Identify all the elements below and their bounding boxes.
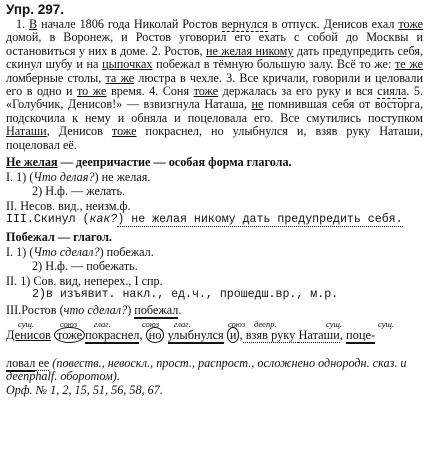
analysis-block-pobezhal: [6, 230, 423, 318]
text-fragment: домой, в Воронеж, и Ростов уговорил его ехать с собой до Москвы и остановиться у них в доме. 2. Ростов,: [6, 30, 423, 58]
annotation: глаг.: [94, 318, 111, 329]
comma: ,: [239, 327, 243, 342]
text-fragment: побежал в тёмную большую залу. Всё то же:: [152, 57, 395, 72]
text-fragment: ломберные столы,: [6, 70, 106, 85]
predicate: покраснел: [85, 327, 140, 342]
text-fragment: тоже: [193, 84, 219, 99]
annotation: сущ.: [326, 318, 343, 329]
line-text: III.Скинул (: [6, 213, 90, 227]
line-text: .: [178, 303, 182, 317]
text-fragment: . 5. «Голубчик, Денисов!» — взвизгнула Наташа,: [6, 84, 423, 112]
predicate: ловал: [6, 355, 36, 370]
conjunction: но: [146, 327, 165, 343]
text-fragment: то же: [77, 84, 107, 99]
text-fragment: цыпочках: [102, 57, 153, 72]
line-text: 1) (: [13, 169, 34, 184]
object: ее: [35, 355, 50, 370]
annotation: союз: [228, 318, 246, 329]
line-text: ) не желая.: [94, 169, 151, 184]
block-line: II. 1) Сов. вид, неперех., I спр.: [6, 273, 163, 288]
participle-phrase: взяв руку: [242, 327, 299, 342]
exercise-title: Упр. 297.: [6, 2, 65, 17]
block-line: [6, 213, 423, 228]
parsed-sentence: [6, 328, 375, 342]
block-line: 2)в изъявит. накл., ед.ч., прошедш.вр., м.р.: [32, 288, 339, 302]
text-fragment: тоже: [111, 124, 137, 139]
text-fragment: держалась за его руку и вся: [218, 84, 378, 99]
block-line: II. Несов. вид., неизм.ф.: [6, 198, 131, 213]
text-fragment: начале 1806 года Николай Ростов: [37, 17, 222, 31]
block-line: 2) Н.ф. — желать.: [32, 184, 126, 199]
block-line: [6, 170, 423, 185]
heading-rest: — деепричастие — особая форма глагола.: [57, 155, 292, 170]
block-line: [6, 303, 423, 318]
comma: ,: [139, 327, 143, 342]
block-heading: [6, 155, 423, 170]
line-text: ) побежал.: [99, 244, 154, 259]
analysis-tail: [6, 357, 423, 384]
annotation: союз: [60, 318, 78, 329]
question: что сделал?: [63, 303, 128, 317]
line-text: ) не желая никому дать предупредить себя.: [117, 213, 403, 227]
block-heading: Побежал — глагол.: [6, 230, 112, 245]
annotation: сущ.: [18, 318, 35, 329]
conjunction: тоже: [54, 327, 85, 343]
text-fragment: Наташи: [6, 124, 47, 139]
annotation: деепр.: [254, 318, 277, 329]
object: Наташи: [298, 327, 340, 342]
text-fragment: вернулся: [221, 17, 268, 31]
sentence-number: 1.: [16, 17, 26, 31]
roman-numeral: I.: [6, 169, 14, 184]
predicate: поце-: [346, 327, 376, 342]
analysis-block-ne-zhelaya: [6, 155, 423, 228]
predicate: побежал: [134, 303, 179, 317]
orthograms: Орф. № 1, 2, 15, 51, 56, 58, 67.: [6, 383, 163, 398]
sentence-characteristics: (повеств., невоскл., прост., распрост., осложнено однородн. сказ. и деепрhalf. оборотом).: [6, 355, 407, 383]
text-fragment: те же: [394, 57, 423, 72]
heading-term: Не желая: [6, 155, 58, 170]
text-fragment: тоже: [398, 17, 423, 31]
text-fragment: сияла: [377, 84, 407, 99]
text-fragment: та же: [105, 70, 135, 85]
line-text: III.Ростов (: [6, 303, 64, 317]
question: Что делая?: [33, 169, 95, 184]
block-line: 2) Н.ф. — побежать.: [32, 259, 138, 274]
text-fragment: время. 4. Соня: [106, 84, 194, 99]
annotation: сущ.: [378, 318, 395, 329]
text-fragment: в отпуск. Денисов ехал: [267, 17, 399, 31]
text-fragment: дать предупредить себя, скинул шубу и на: [6, 43, 424, 72]
annotation: союз: [142, 318, 160, 329]
text-fragment: не желая никому: [205, 43, 294, 58]
comma: ,: [339, 327, 347, 342]
text-fragment: В: [29, 17, 38, 31]
text-fragment: не: [251, 97, 264, 112]
roman-numeral: I.: [6, 244, 14, 259]
question: как?: [89, 213, 118, 227]
annotation: глаг.: [174, 318, 191, 329]
block-line: [6, 245, 423, 260]
subject: Денисов: [6, 327, 51, 342]
predicate: улыбнулся: [167, 327, 224, 342]
line-text: 1) (: [13, 244, 34, 259]
text-fragment: люстра в чехле. 3. Все кричали, говорили и целовали его в одно и: [6, 70, 423, 99]
line-text: ): [127, 303, 135, 317]
conjunction: и: [227, 327, 240, 343]
exercise-text: [6, 18, 423, 152]
text-fragment: , Денисов: [46, 124, 112, 139]
text-fragment: покраснел, но улыбнулся и, взяв руку Наташи, поцеловал её.: [6, 124, 423, 152]
question: Что сделал?: [33, 244, 100, 259]
text-fragment: помнившая себя от восторга, подскочила к нему и обняла и поцеловала его. Все смутились поступком: [6, 97, 423, 125]
sentence-analysis: [6, 319, 423, 357]
